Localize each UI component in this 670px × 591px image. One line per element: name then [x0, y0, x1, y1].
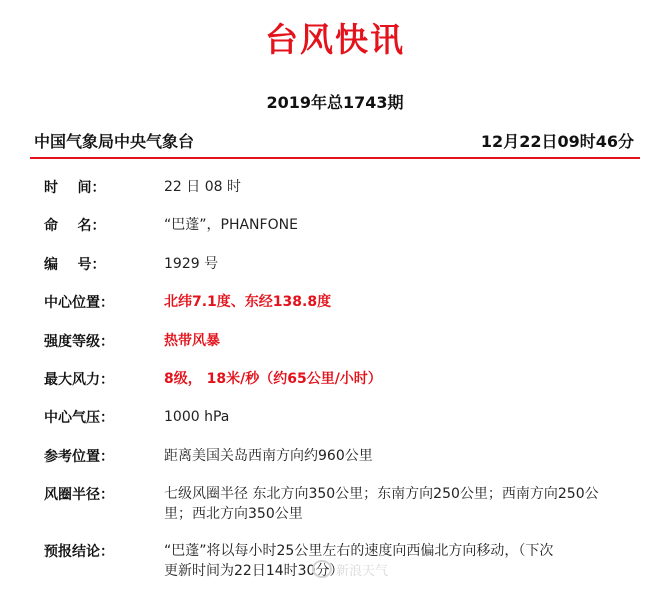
row-label: 中心气压：	[44, 410, 114, 426]
issue-number: 2019年总1743期	[266, 93, 404, 112]
weibo-eye-icon	[312, 560, 332, 578]
row-value: “巴蓬”，PHANFONE	[164, 217, 298, 233]
row-value: 22 日 08 时	[164, 179, 241, 195]
row-label: 中心位置：	[44, 295, 114, 311]
row-value: 距离美国关岛西南方向约960公里	[164, 448, 373, 464]
watermark	[312, 558, 432, 580]
row-label: 参考位置：	[44, 449, 114, 465]
row-value: 1000 hPa	[164, 409, 230, 425]
row-value: 1929 号	[164, 256, 219, 272]
red-divider	[30, 157, 640, 159]
agency-name: 中国气象局中央气象台	[34, 132, 195, 151]
page-title: 台风快讯	[265, 20, 405, 59]
issue-time: 12月22日09时46分	[480, 132, 634, 151]
row-value: 8级， 18米/秒（约65公里/小时）	[164, 371, 382, 387]
row-label: 预报结论：	[44, 544, 114, 560]
watermark-text: 新浪天气	[336, 564, 389, 579]
row-value: 七级风圈半径 东北方向350公里；东南方向250公里；西南方向250公里；西北方向350公里	[164, 486, 599, 522]
row-label: 强度等级：	[44, 334, 114, 350]
row-label: 最大风力：	[44, 372, 114, 388]
header-row	[34, 129, 634, 155]
row-value: “巴蓬”将以每小时25公里左右的速度向西偏北方向移动，（下次更新时间为22日14时30分）	[164, 543, 554, 579]
row-label: 编 号：	[44, 257, 106, 273]
row-value: 北纬7.1度、东经138.8度	[164, 294, 332, 310]
row-label: 时 间：	[44, 180, 106, 196]
row-label: 命 名：	[44, 218, 106, 234]
row-value: 热带风暴	[164, 333, 220, 349]
row-label: 风圈半径：	[44, 487, 114, 503]
